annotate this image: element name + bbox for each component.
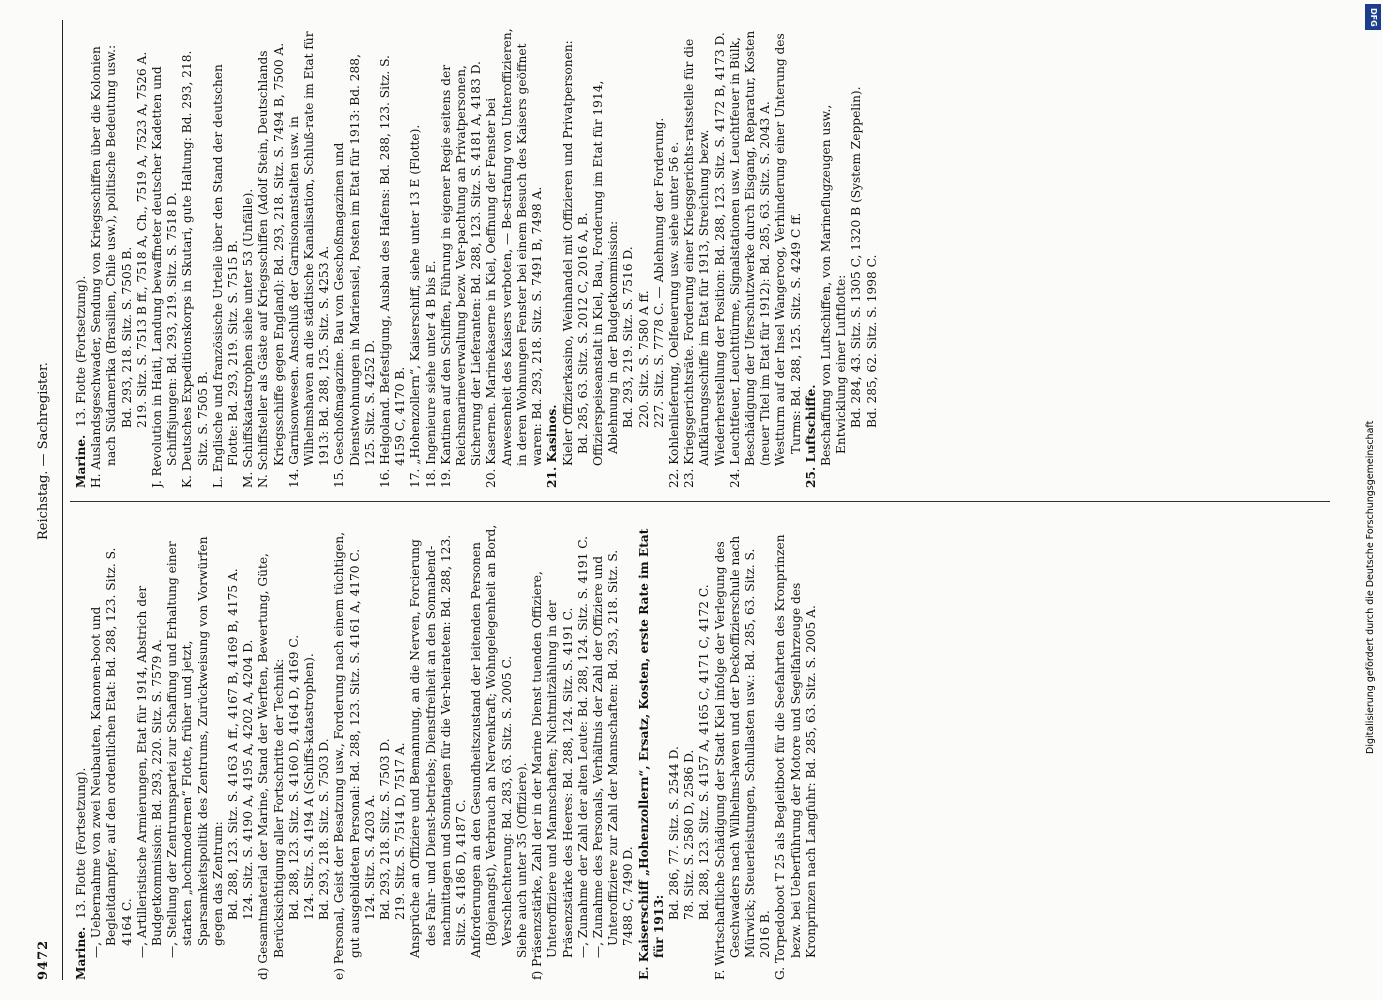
page-number: 9472: [36, 939, 51, 980]
index-entry: Ansprüche an Offiziere und Bemannung, an die Nerven, Forcierung des Fahr- und Dienst-betriebs; Dienstfreiheit an den Sonnabend-nachmittagen und Sonntagen für die Ver-heirateten: Bd. 288, 123. Sitz. S. 4186 D, 4187 C.: [408, 534, 469, 958]
index-entry: —, Zunahme der Zahl der alten Leute: Bd. 288, 124. Sitz. S. 4191 C.: [575, 535, 590, 958]
index-entry: 17. „Hohenzollern“, Kaiserschiff, siehe unter 13 E (Flotte).: [408, 124, 423, 488]
index-entry: 19. Kantinen auf den Schiffen, Führung in eigener Regie seitens der Reichsmarineverwaltung bezw. Ver-pachtung an Privatpersonen, Sicherung der Lieferanten: Bd. 288, 123. Sitz. S. 4181 A, 4183 D.: [438, 61, 484, 488]
column-divider: [70, 501, 1330, 502]
index-entry: Bd. 293, 218. Sitz. S. 7503 D.: [378, 738, 393, 920]
index-entry: N. Schiffsteller als Gäste auf Kriegsschiffen (Adolf Stein, Deutschlands Kriegsschiffe gegen England): Bd. 293, 218. Sitz. S. 7494 B, 7500 A.: [256, 42, 286, 488]
dfg-credit-text: Digitalisierung gefördert durch die Deutsche Forschungsgemeinschaft: [1365, 420, 1376, 754]
index-entry: H. Auslandsgeschwader, Sendung von Kriegsschiffen über die Kolonien nach Südamerika (Brasilien, Chile usw.), politische Bedeutung usw.:: [89, 44, 119, 488]
right-section-heading: Marine.: [74, 434, 88, 488]
index-entry: Bd. 293, 218. Sitz. S. 7503 D.: [317, 738, 332, 920]
page-header-title: Reichstag. — Sachregister.: [36, 362, 51, 540]
index-entry: Westturm auf der Insel Wangeroog, Verhinderung einer Unterung des Turms: Bd. 288, 125. Sitz. S. 4249 C ff.: [773, 33, 803, 466]
right-subsection-heading: 13. Flotte (Fortsetzung).: [74, 275, 88, 427]
index-entry: Bd. 288, 123. Sitz. S. 4160 D, 4164 D, 4169 C.: [286, 634, 301, 920]
rotated-page-content: [30, 20, 1340, 980]
left-subsection-heading: 13. Flotte (Fortsetzung).: [74, 767, 88, 919]
index-entry: L. Englische und französische Urteile über den Stand der deutschen Flotte: Bd. 293, 219. Sitz. S. 7515 B.: [210, 64, 241, 488]
index-entry: 21. Kasinos.: [545, 404, 560, 488]
index-entry: 18. Ingenieure siehe unter 4 B bis E.: [423, 260, 438, 488]
index-entry: 219. Sitz. S. 7513 B ff., 7518 A, Ch., 7519 A, 7523 A, 7526 A.: [134, 51, 149, 428]
index-entry: Bd. 288, 123. Sitz. S. 4157 A, 4165 C, 4171 C, 4172 C.: [697, 584, 712, 920]
index-entry: 24. Leuchtfeuer, Leuchttürme, Signalstationen usw. Leuchtfeuer in Bülk, Beschädigung der Uferschutzwerke durch Eisgang, Reparatur, Kosten (neuer Titel im Etat für 1912): Bd. 285, 63. Sitz. S. 2043 A.: [727, 30, 773, 488]
index-entry: Bd. 288, 123. Sitz. S. 4163 A ff., 4167 B, 4169 B, 4175 A.: [226, 568, 241, 920]
index-entry: Bd. 286, 77. Sitz. S. 2544 D.: [666, 746, 681, 920]
right-column: [74, 28, 1334, 488]
index-entry: 124. Sitz. S. 4190 A, 4195 A, 4202 A, 4204 D.: [241, 639, 256, 920]
index-entry: 14. Garnisonwesen. Anschluß der Garnisonanstalten usw. in Wilhelmshaven an die städtische Kanalisation, Schluß-rate im Etat für 1913: Bd. 288, 125. Sitz. S. 4253 A.: [286, 31, 332, 488]
index-entry: Bd. 284, 43. Sitz. S. 1305 C, 1320 B (System Zeppelin).: [849, 86, 864, 428]
index-entry: Bd. 293, 218. Sitz. S. 7505 B.: [119, 246, 134, 428]
index-entry: 124. Sitz. S. 4203 A.: [362, 794, 377, 920]
index-entry: —, Uebernahme von zwei Neubauten, Kanonen-boot und Begleitdampfer, auf den ordentlichen Etat: Bd. 288, 123. Sitz. S. 4164 C.: [89, 547, 134, 958]
index-entry: Beschaffung von Luftschiffen, von Marineflugzeugen usw., Entwicklung einer Luftflotte:: [818, 104, 849, 466]
running-head: [30, 20, 60, 980]
index-entry: Anforderungen an den Gesundheitszustand der leitenden Personen (Bojenangst), Verbrauch an Nervenkraft; Wohngelegenheit an Bord, Verschlechterung: Bd. 283, 63. Sitz. S. 2005 C.: [469, 524, 514, 958]
index-entry: 16. Helgoland. Befestigung, Ausbau des Hafens: Bd. 288, 123. Sitz. S. 4159 C, 4170 B.: [378, 55, 408, 488]
index-entry: K. Deutsches Expeditionskorps in Skutari, gute Haltung: Bd. 293, 218. Sitz. S. 7505 B.: [180, 50, 210, 488]
index-entry: J. Revolution in Haiti, Landung bewaffneter deutscher Kadetten und Schiffsjungen: Bd. 293, 219. Sitz. S. 7518 D.: [150, 66, 180, 488]
index-entry: Kieler Offizierkasino, Weinhandel mit Offizieren und Privatpersonen: Bd. 285, 63. Sitz. S. 2012 C, 2016 A, B.: [560, 40, 590, 466]
index-entry: Offizierspeiseanstalt in Kiel, Bau, Forderung im Etat für 1914, Ablehnung in der Budgetkommission:: [590, 80, 621, 466]
index-entry: M. Schiffskatastrophen siehe unter 53 (Unfälle).: [241, 188, 256, 488]
index-entry: 20. Kasernen. Marinekaserne in Kiel, Oeffnung der Fenster bei Anwesenheit des Kaisers verboten, — Be-strafung von Unteroffizieren, in deren Wohnungen Fenster bei einem Besuch des Kaisers geöffnet waren: Bd. 293, 218. Sitz. S. 7491 B, 7498 A.: [484, 28, 545, 488]
index-entry: —, Artilleristische Armierungen, Etat für 1914, Abstrich der Budgetkommission: Bd. 293, 220. Sitz. S. 7579 A.: [134, 585, 165, 958]
index-entry: 25. Luftschiffe.: [803, 384, 818, 488]
index-entry: —, Zunahme des Personals, Verhältnis der Zahl der Offiziere und Unteroffiziere zur Zahl der Mannschaften: Bd. 293, 218. Sitz. S. 7488 C, 7490 D.: [590, 549, 636, 958]
index-entry: Siehe auch unter 35 (Offiziere).: [514, 762, 529, 958]
dfg-logo: DFG: [1365, 4, 1381, 30]
index-entry: d) Gesamtmaterial der Marine, Stand der Werften, Bewertung, Güte, Berücksichtigung aller Fortschritte der Technik:: [256, 553, 286, 980]
index-entry: 78. Sitz. S. 2580 D, 2586 D.: [682, 749, 697, 920]
index-entry: 124. Sitz. S. 4194 A (Schiffs-katastrophen).: [302, 653, 317, 920]
index-entry: 220. Sitz. S. 7580 A ff.: [636, 290, 651, 428]
left-section-heading: Marine.: [74, 926, 88, 980]
index-entry: 227. Sitz. S. 7778 C. — Ablehnung der Forderung.: [651, 117, 666, 428]
index-entry: Bd. 293, 219. Sitz. S. 7516 D.: [621, 246, 636, 428]
index-entry: F. Wirtschaftliche Schädigung der Stadt Kiel infolge der Verlegung des Geschwaders nach Wilhelms-haven und der Deckoffizierschule nach Mürwick; Steuerleistungen, Schullasten usw.: Bd. 285, 63. Sitz. S. 2016 B.: [712, 535, 773, 980]
index-entry: G. Torpedoboot T 25 als Begleitboot für die Seefahrten des Kronprinzen bezw. bei Ueberführung der Motore und Segelfahrzeuge des Kronprinzen nach Langfuhr: Bd. 285, 63. Sitz. S. 2005 A.: [773, 534, 818, 980]
left-column: [74, 520, 1334, 980]
index-entry: —, Stellung der Zentrumspartei zur Schaffung und Erhaltung einer starken „hochmodernen“ Flotte, früher und jetzt, Sparsamkeitspolitik des Zentrums, Zurückweisung von Vorwürfen gegen das Zentrum:: [165, 536, 225, 958]
index-entry: e) Personal, Geist der Besatzung usw., Forderung nach einem tüchtigen, gut ausgebildeten Personal: Bd. 288, 123. Sitz. S. 4161 A, 4170 C.: [332, 532, 362, 980]
index-entry: E. Kaiserschiff „Hohenzollern“, Ersatz, Kosten, erste Rate im Etat für 1913:: [636, 528, 666, 980]
index-entry: 22. Kohlenlieferung, Oelfeuerung usw. siehe unter 56 e.: [666, 141, 681, 488]
header-rule: [62, 20, 63, 980]
index-entry: 219. Sitz. S. 7514 D, 7517 A.: [393, 742, 408, 920]
index-entry: 23. Kriegsgerichtsräte. Forderung einer Kriegsgerichts-ratsstelle für die Aufklärungsschiffe im Etat für 1913, Streichung bezw. Wiederherstellung der Position: Bd. 288, 123. Sitz. S. 4172 B, 4173 D.: [682, 32, 727, 488]
index-entry: Bd. 285, 62. Sitz. S. 1998 C.: [864, 254, 879, 428]
index-entry: 15. Geschoßmagazine. Bau von Geschoßmagazinen und Dienstwohnungen in Mariensiel, Posten im Etat für 1913: Bd. 288, 125. Sitz. S. 4252 D.: [332, 54, 377, 488]
index-entry: f) Präsenzstärke, Zahl der in der Marine Dienst tuenden Offiziere, Unteroffiziere und Mannschaften; Nichtmitzählung in der Präsenzstärke des Heeres: Bd. 288, 124. Sitz. S. 4191 C.: [530, 571, 575, 980]
dfg-watermark: [1365, 4, 1381, 994]
